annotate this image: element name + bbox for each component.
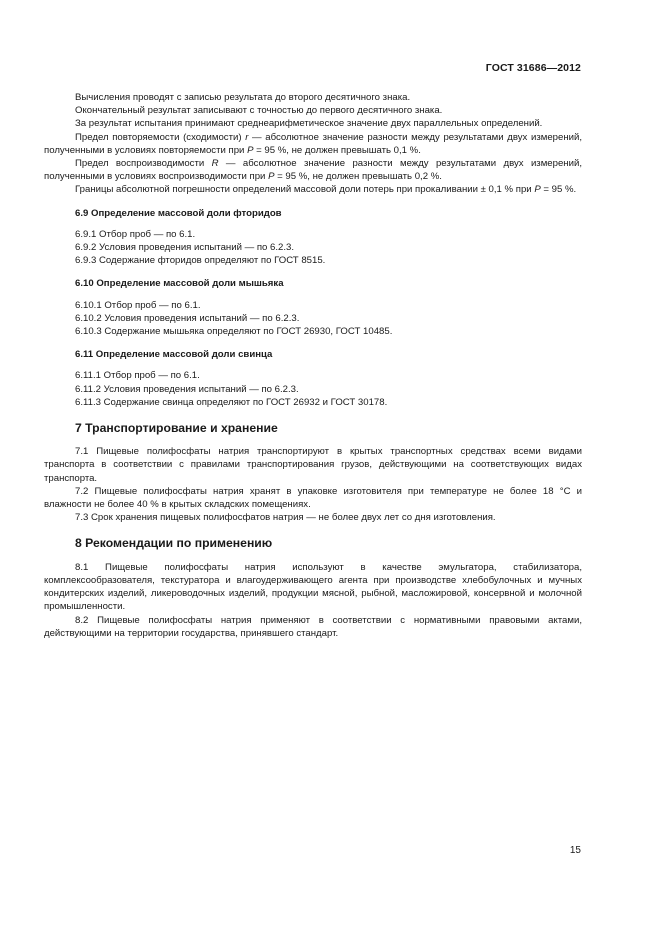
section-8-paragraph-2: 8.2 Пищевые полифосфаты натрия применяют в соответствии с нормативными правовыми актами, действующими на территории государства, принявшего стандарт. xyxy=(44,614,582,639)
list-item: 6.10.3 Содержание мышьяка определяют по ГОСТ 26930, ГОСТ 10485. xyxy=(75,326,393,338)
page-number: 15 xyxy=(569,845,581,856)
subsection-6-9-title: 6.9 Определение массовой доли фторидов xyxy=(75,207,282,219)
section-7-title: 7 Транспортирование и хранение xyxy=(75,421,278,436)
intro-paragraph-2: Окончательный результат записывают с точностью до первого десятичного знака. xyxy=(75,105,443,117)
list-item: 6.9.1 Отбор проб — по 6.1. xyxy=(75,228,196,240)
section-7-paragraph-2: 7.2 Пищевые полифосфаты натрия хранят в упаковке изготовителя при температуре не более 18 °С и влажности не более 40 % в крытых складских помещениях. xyxy=(44,485,582,511)
list-item: 6.9.2 Условия проведения испытаний — по 6.2.3. xyxy=(75,242,295,254)
list-item: 6.10.1 Отбор проб — по 6.1. xyxy=(75,299,201,311)
section-8-title: 8 Рекомендации по применению xyxy=(75,536,273,551)
list-item: 6.9.3 Содержание фторидов определяют по ГОСТ 8515. xyxy=(75,255,326,267)
list-item: 6.11.3 Содержание свинца определяют по ГОСТ 26932 и ГОСТ 30178. xyxy=(75,396,388,408)
document-id: ГОСТ 31686—2012 xyxy=(485,62,581,74)
intro-paragraph-1: Вычисления проводят с записью результата до второго десятичного знака. xyxy=(75,92,411,103)
reproducibility-limit-paragraph: Предел воспроизводимости R — абсолютное значение разности между результатами двух измерений, полученными в условиях воспроизводимости при P = 95 %, не должен превышать 0,2 %. xyxy=(44,158,582,183)
list-item: 6.11.2 Условия проведения испытаний — по 6.2.3. xyxy=(75,383,299,395)
list-item: 6.11.1 Отбор проб — по 6.1. xyxy=(75,370,200,382)
section-7-paragraph-3: 7.3 Срок хранения пищевых полифосфатов натрия — не более двух лет со дня изготовления. xyxy=(75,512,496,524)
list-item: 6.10.2 Условия проведения испытаний — по 6.2.3. xyxy=(75,312,300,324)
section-8-paragraph-1: 8.1 Пищевые полифосфаты натрия используют в качестве эмульгатора, стабилизатора, комплексообразователя, текстуратора и влагоудерживающего агента при производстве хлебобулочных и мучных кондитерских изделий, ликероводочных изделий, продукции мясной, рыбной, масложировой, консервной и молочной промышленности. xyxy=(44,561,582,613)
subsection-6-10-title: 6.10 Определение массовой доли мышьяка xyxy=(75,278,284,290)
error-limits-paragraph: Границы абсолютной погрешности определений массовой доли потерь при прокаливании ± 0,1 % при P = 95 %. xyxy=(75,184,577,196)
subsection-6-11-title: 6.11 Определение массовой доли свинца xyxy=(75,349,273,361)
section-7-paragraph-1: 7.1 Пищевые полифосфаты натрия транспортируют в крытых транспортных средствах всеми видами транспорта в соответствии с правилами транспортирования грузов, действующими на соответствующих видах транспорта. xyxy=(44,446,582,484)
repeatability-limit-paragraph: Предел повторяемости (сходимости) r — абсолютное значение разности между результатами двух измерений, полученными в условиях повторяемости при P = 95 %, не должен превышать 0,1 %. xyxy=(44,131,583,156)
page-content xyxy=(44,91,582,640)
intro-paragraph-3: За результат испытания принимают среднеарифметическое значение двух параллельных определений. xyxy=(75,118,543,130)
